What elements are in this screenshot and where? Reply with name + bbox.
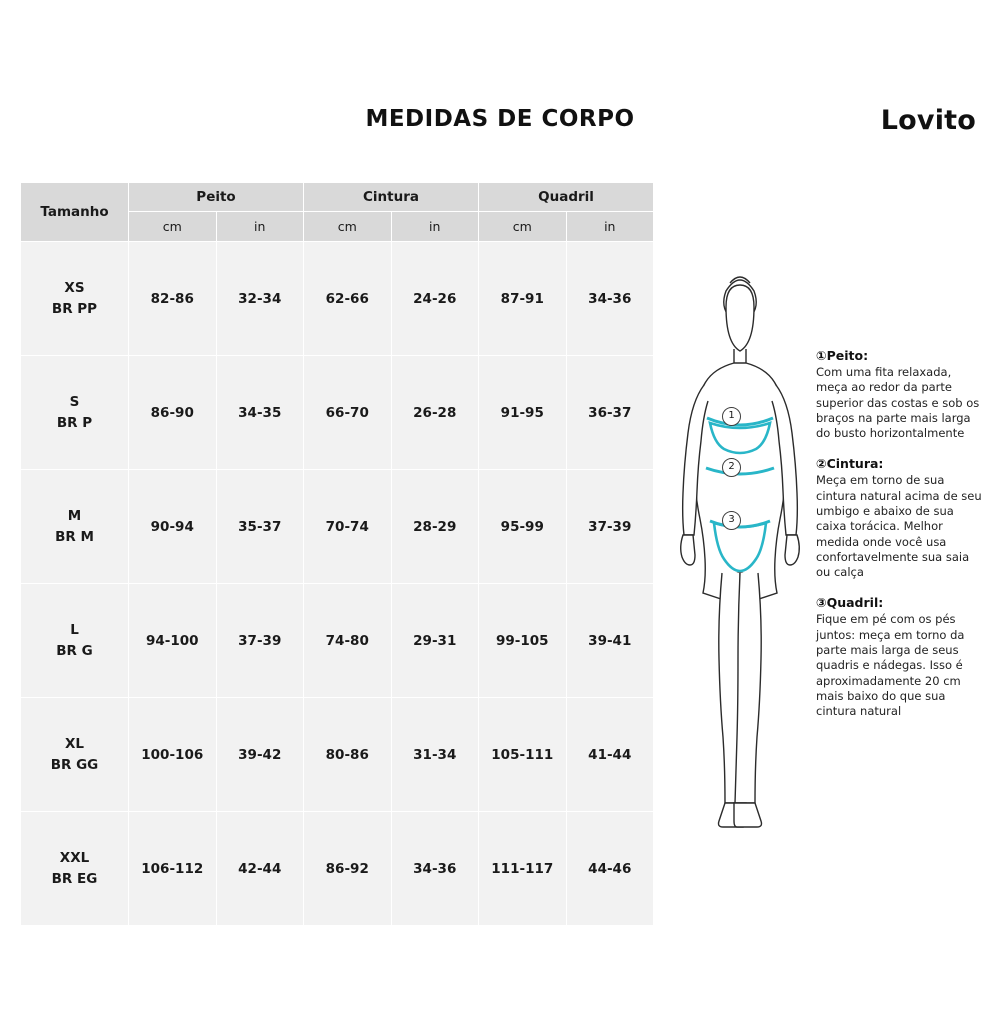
cell-waist-cm: 70-74 bbox=[304, 470, 392, 584]
cell-hip-cm: 95-99 bbox=[479, 470, 567, 584]
size-label-line2: BR EG bbox=[51, 870, 98, 887]
cell-hip-cm: 99-105 bbox=[479, 584, 567, 698]
table-header-group-hip: Quadril bbox=[479, 183, 654, 212]
cell-hip-in: 37-39 bbox=[566, 470, 654, 584]
row-size-label bbox=[21, 470, 129, 584]
note-chest bbox=[816, 348, 984, 441]
cell-chest-in: 42-44 bbox=[216, 812, 304, 926]
brand-logo: Lovito bbox=[880, 105, 976, 136]
cell-hip-cm: 105-111 bbox=[479, 698, 567, 812]
table-header-group-waist: Cintura bbox=[304, 183, 479, 212]
size-label-line1: S bbox=[69, 394, 80, 411]
note-waist bbox=[816, 456, 984, 580]
note-hip bbox=[816, 595, 984, 719]
size-label-line2: BR PP bbox=[51, 300, 98, 317]
size-label-line1: L bbox=[70, 622, 79, 639]
size-label-line2: BR M bbox=[55, 528, 94, 545]
cell-waist-in: 28-29 bbox=[391, 470, 479, 584]
cell-hip-cm: 91-95 bbox=[479, 356, 567, 470]
cell-chest-cm: 100-106 bbox=[129, 698, 217, 812]
size-label-line2: BR G bbox=[56, 642, 93, 659]
cell-waist-in: 26-28 bbox=[391, 356, 479, 470]
table-row bbox=[21, 470, 654, 584]
cell-waist-in: 29-31 bbox=[391, 584, 479, 698]
table-row bbox=[21, 584, 654, 698]
table-header-group-chest: Peito bbox=[129, 183, 304, 212]
row-size-label bbox=[21, 584, 129, 698]
cell-waist-cm: 86-92 bbox=[304, 812, 392, 926]
cell-hip-cm: 111-117 bbox=[479, 812, 567, 926]
cell-waist-cm: 74-80 bbox=[304, 584, 392, 698]
cell-chest-in: 35-37 bbox=[216, 470, 304, 584]
table-header-unit-waist-in: in bbox=[391, 212, 479, 242]
note-waist-body: Meça em torno de sua cintura natural acima de seu umbigo e abaixo de sua caixa torácica. Melhor medida onde você usa confortavelmente sua saia ou calça bbox=[816, 473, 982, 580]
table-row bbox=[21, 812, 654, 926]
size-label-line1: XL bbox=[64, 736, 84, 753]
size-label-line1: M bbox=[67, 508, 82, 525]
cell-hip-cm: 87-91 bbox=[479, 242, 567, 356]
row-size-label bbox=[21, 242, 129, 356]
table-header-size: Tamanho bbox=[21, 183, 129, 242]
size-label-line1: XS bbox=[64, 280, 85, 297]
measurement-instructions bbox=[816, 348, 984, 734]
marker-2-waist: 2 bbox=[722, 458, 741, 477]
note-hip-body: Fique em pé com os pés juntos: meça em torno da parte mais larga de seus quadris e nádegas. Isso é aproximadamente 20 cm mais baixo do que sua cintura natural bbox=[816, 612, 965, 719]
cell-waist-cm: 66-70 bbox=[304, 356, 392, 470]
cell-chest-cm: 86-90 bbox=[129, 356, 217, 470]
cell-waist-cm: 62-66 bbox=[304, 242, 392, 356]
table-header-unit-chest-in: in bbox=[216, 212, 304, 242]
size-label-line1: XXL bbox=[59, 850, 90, 867]
cell-waist-cm: 80-86 bbox=[304, 698, 392, 812]
note-chest-body: Com uma fita relaxada, meça ao redor da parte superior das costas e sob os braços na parte mais larga do busto horizontalmente bbox=[816, 365, 980, 441]
row-size-label bbox=[21, 812, 129, 926]
cell-chest-cm: 82-86 bbox=[129, 242, 217, 356]
cell-waist-in: 24-26 bbox=[391, 242, 479, 356]
row-size-label bbox=[21, 356, 129, 470]
table-header-unit-waist-cm: cm bbox=[304, 212, 392, 242]
row-size-label bbox=[21, 698, 129, 812]
note-waist-title: ②Cintura: bbox=[816, 456, 884, 472]
cell-chest-in: 39-42 bbox=[216, 698, 304, 812]
size-label-line2: BR P bbox=[56, 414, 93, 431]
marker-1-chest: 1 bbox=[722, 407, 741, 426]
cell-chest-in: 37-39 bbox=[216, 584, 304, 698]
size-chart-table bbox=[20, 182, 653, 926]
cell-hip-in: 41-44 bbox=[566, 698, 654, 812]
cell-chest-in: 34-35 bbox=[216, 356, 304, 470]
cell-chest-in: 32-34 bbox=[216, 242, 304, 356]
cell-chest-cm: 94-100 bbox=[129, 584, 217, 698]
note-hip-title: ③Quadril: bbox=[816, 595, 884, 611]
table-row bbox=[21, 356, 654, 470]
size-label-line2: BR GG bbox=[50, 756, 99, 773]
cell-chest-cm: 106-112 bbox=[129, 812, 217, 926]
page-title: MEDIDAS DE CORPO bbox=[365, 106, 635, 132]
cell-hip-in: 44-46 bbox=[566, 812, 654, 926]
cell-waist-in: 34-36 bbox=[391, 812, 479, 926]
marker-3-hip: 3 bbox=[722, 511, 741, 530]
cell-hip-in: 39-41 bbox=[566, 584, 654, 698]
note-chest-title: ①Peito: bbox=[816, 348, 869, 363]
cell-hip-in: 36-37 bbox=[566, 356, 654, 470]
body-figure-illustration bbox=[660, 255, 820, 835]
table-header-unit-hip-in: in bbox=[566, 212, 654, 242]
cell-hip-in: 34-36 bbox=[566, 242, 654, 356]
table-row bbox=[21, 698, 654, 812]
cell-waist-in: 31-34 bbox=[391, 698, 479, 812]
table-header-unit-hip-cm: cm bbox=[479, 212, 567, 242]
table-row bbox=[21, 242, 654, 356]
cell-chest-cm: 90-94 bbox=[129, 470, 217, 584]
table-header-unit-chest-cm: cm bbox=[129, 212, 217, 242]
